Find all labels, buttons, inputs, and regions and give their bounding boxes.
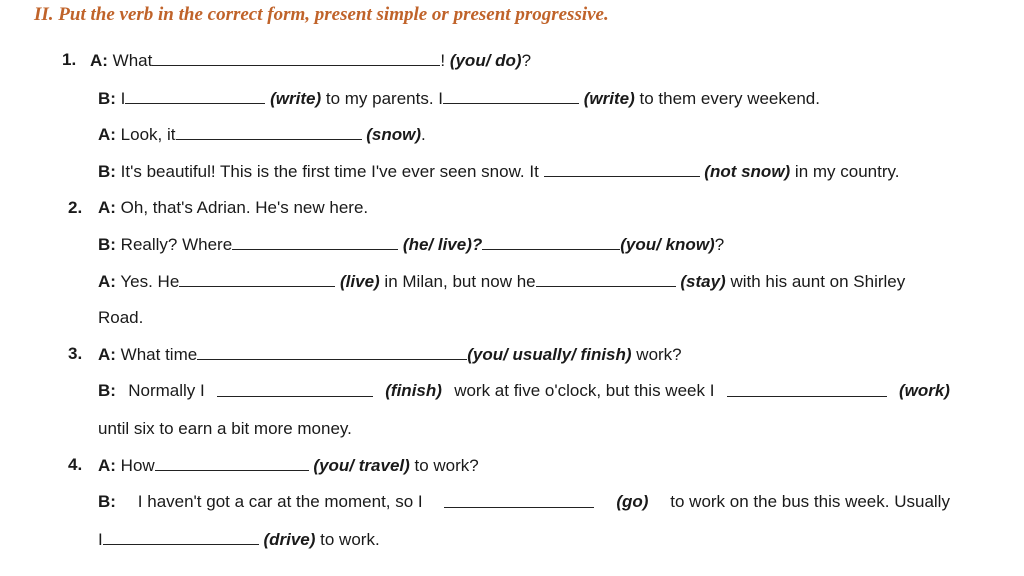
speaker-label: B: — [98, 381, 116, 400]
verb-hint: (go) — [616, 492, 649, 511]
line-text: Normally I — [128, 381, 205, 400]
speaker-label: B: — [98, 235, 116, 254]
verb-hint: (write) — [583, 89, 635, 108]
answer-blank[interactable] — [444, 490, 594, 508]
line-text: Really? Where — [115, 235, 233, 254]
speaker-label: A: — [98, 198, 116, 217]
answer-blank[interactable] — [176, 122, 362, 140]
line-text: to work on the bus this week. Usually — [670, 492, 950, 511]
line-text: to work. — [315, 530, 380, 549]
line-text: until six to earn a bit more money. — [98, 419, 352, 438]
verb-hint: (not snow) — [704, 162, 791, 181]
answer-blank[interactable] — [727, 379, 887, 397]
verb-hint: (live) — [340, 272, 380, 291]
exercise-2-line-b1 — [98, 232, 724, 256]
answer-blank[interactable] — [103, 527, 259, 545]
exercise-2-line-a2 — [98, 269, 905, 293]
exercise-number: 4. — [68, 455, 83, 474]
line-text: Yes. He — [115, 272, 180, 291]
speaker-label: A: — [90, 51, 108, 70]
exercise-number: 3. — [68, 344, 83, 363]
answer-blank[interactable] — [544, 159, 700, 177]
line-text: work at five o'clock, but this week I — [454, 381, 715, 400]
verb-hint: (finish) — [385, 381, 442, 400]
line-text: to my parents. I — [321, 89, 444, 108]
line-text: work? — [631, 345, 682, 364]
verb-hint: (drive) — [263, 530, 316, 549]
speaker-label: B: — [98, 89, 116, 108]
line-text: in Milan, but now he — [379, 272, 536, 291]
answer-blank[interactable] — [536, 269, 676, 287]
speaker-label: A: — [98, 345, 116, 364]
verb-hint: (work) — [898, 381, 950, 400]
exercise-1-line-b1 — [98, 86, 820, 110]
speaker-label: B: — [98, 162, 116, 181]
verb-hint: (you/ do) — [449, 51, 522, 70]
line-text: Road. — [98, 308, 144, 327]
exercise-1-line-a2 — [98, 122, 426, 146]
exercise-number: 2. — [68, 198, 83, 217]
line-text: to them every weekend. — [634, 89, 820, 108]
exercise-title: II. Put the verb in the correct form, present simple or present progressive. — [34, 4, 609, 25]
exercise-3-line-continuation — [98, 417, 352, 441]
line-text: in my country. — [790, 162, 900, 181]
answer-blank[interactable] — [152, 48, 440, 66]
line-text: It's beautiful! This is the first time I've ever seen snow. It — [115, 162, 544, 181]
exercise-1-line-b2 — [98, 159, 899, 183]
line-text: What time — [115, 345, 198, 364]
punctuation: ! — [440, 51, 450, 70]
speaker-label: A: — [98, 125, 116, 144]
verb-hint: (you/ know) — [620, 235, 715, 254]
speaker-label: B: — [98, 492, 116, 511]
line-text: Oh, that's Adrian. He's new here. — [115, 198, 369, 217]
answer-blank[interactable] — [179, 269, 335, 287]
line-text: I — [98, 530, 103, 549]
exercise-number: 1. — [62, 50, 77, 69]
line-text: I haven't got a car at the moment, so I — [137, 492, 423, 511]
line-text: ? — [714, 235, 725, 254]
line-text: . — [421, 125, 426, 144]
verb-hint: (you/ travel) — [313, 456, 410, 475]
line-text: with his aunt on Shirley — [725, 272, 906, 291]
verb-hint: (write) — [270, 89, 322, 108]
line-text: I — [115, 89, 126, 108]
line-text: How — [115, 456, 155, 475]
verb-hint: (snow) — [366, 125, 422, 144]
exercise-4-line-continuation — [98, 527, 380, 551]
answer-blank[interactable] — [125, 86, 265, 104]
answer-blank[interactable] — [232, 232, 398, 250]
exercise-2-line-continuation — [98, 306, 143, 330]
line-text: Look, it — [115, 125, 176, 144]
speaker-label: A: — [98, 456, 116, 475]
answer-blank[interactable] — [197, 342, 467, 360]
exercise-3-line-b1 — [98, 379, 950, 403]
line-text: to work? — [409, 456, 479, 475]
verb-hint: (stay) — [680, 272, 726, 291]
exercise-4-line-b1 — [98, 490, 950, 514]
answer-blank[interactable] — [217, 379, 373, 397]
line-text: ? — [521, 51, 532, 70]
verb-hint: (he/ live)? — [402, 235, 483, 254]
answer-blank[interactable] — [482, 232, 620, 250]
verb-hint: (you/ usually/ finish) — [467, 345, 632, 364]
line-text: What — [107, 51, 153, 70]
answer-blank[interactable] — [443, 86, 579, 104]
answer-blank[interactable] — [155, 453, 309, 471]
speaker-label: A: — [98, 272, 116, 291]
